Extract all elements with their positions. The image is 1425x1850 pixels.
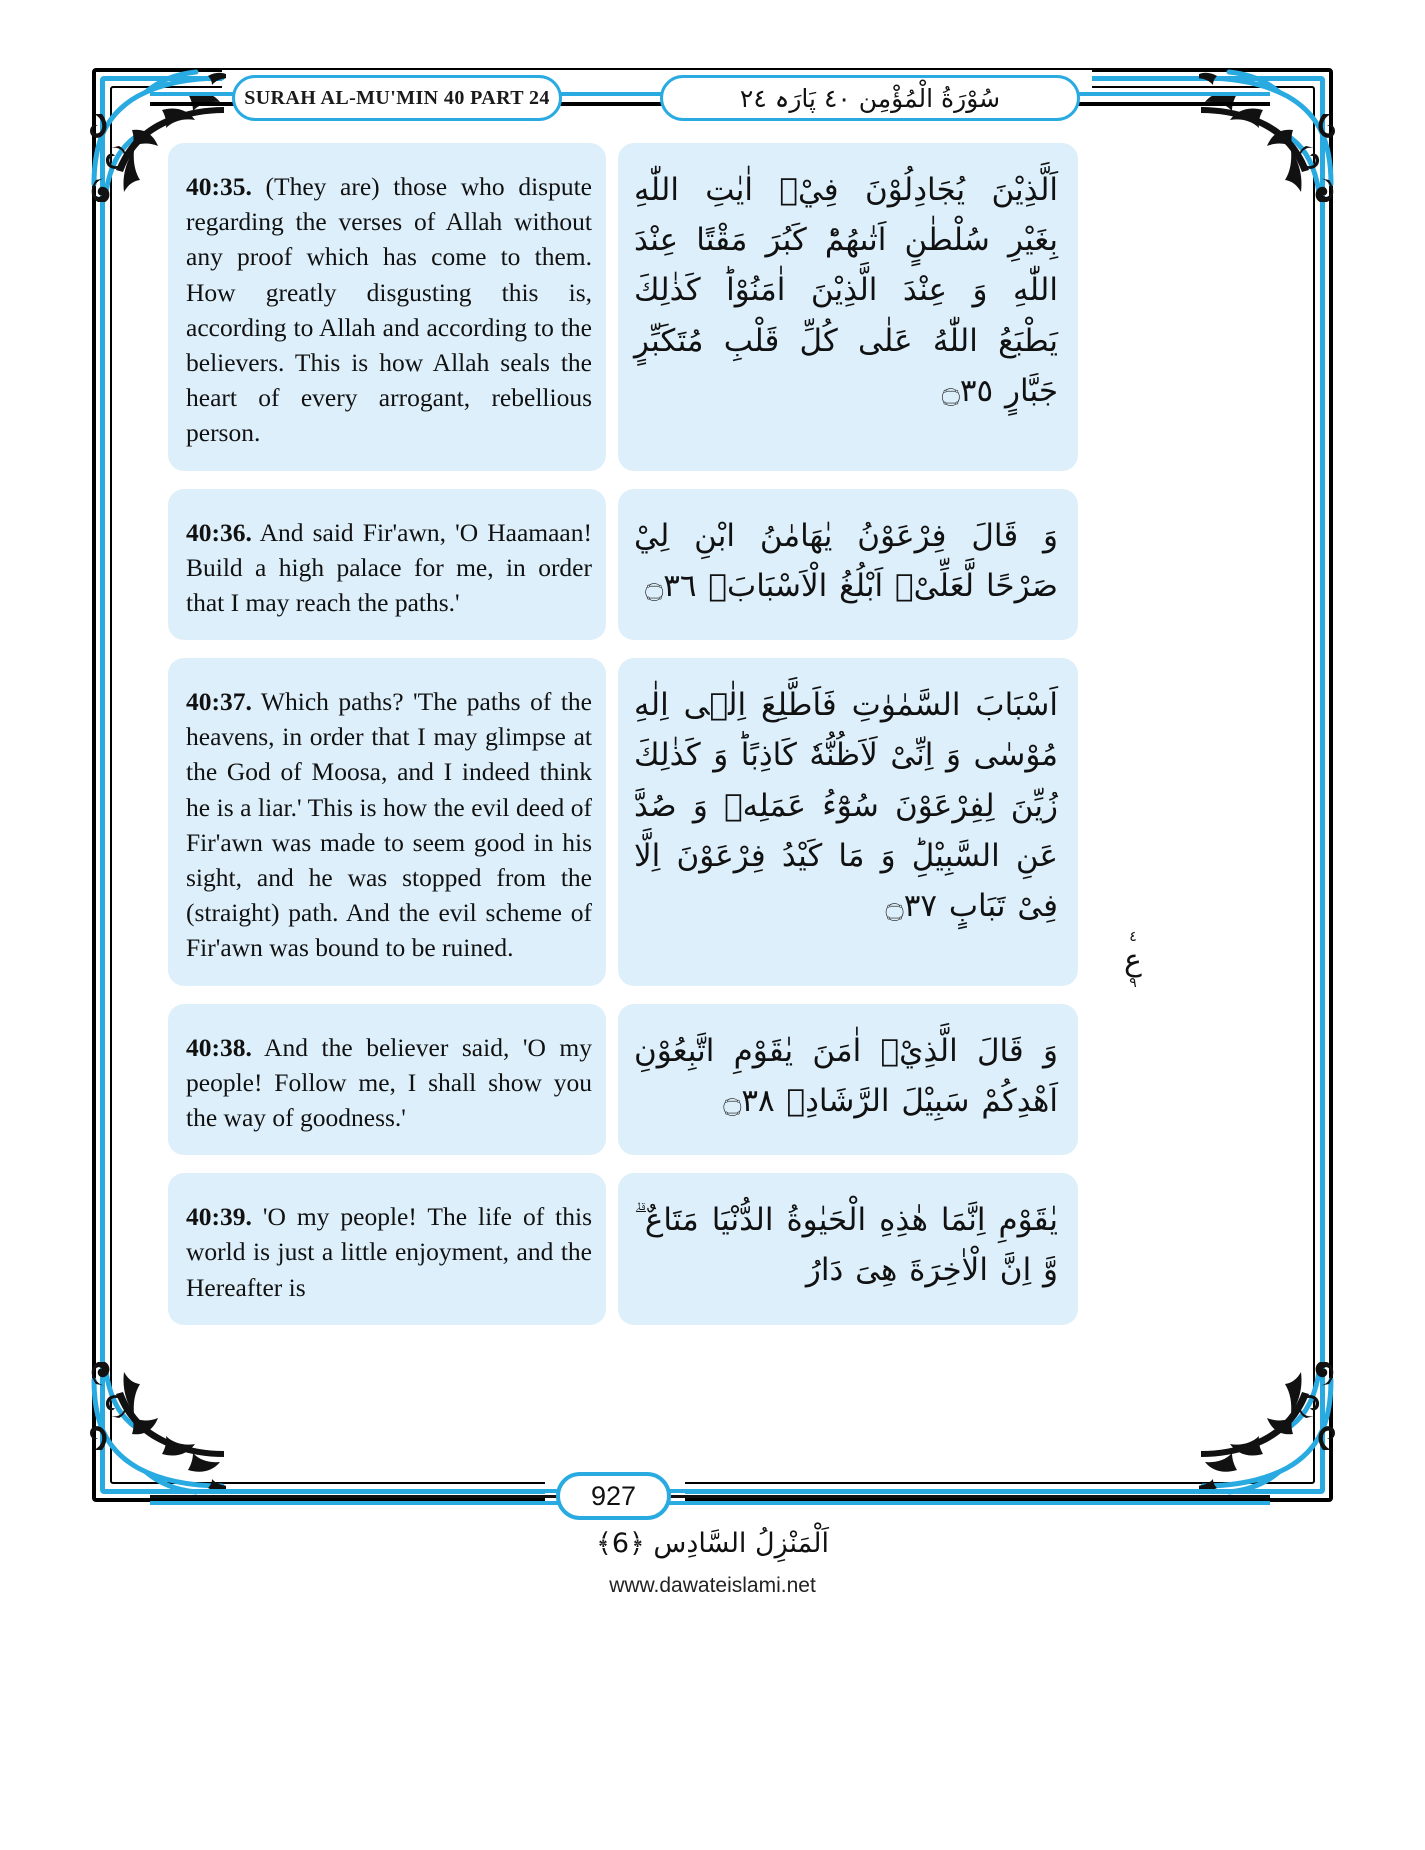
verse-row — [168, 143, 1078, 471]
verse-english-cell — [168, 658, 606, 986]
verse-arabic-text: اَسْبَابَ السَّمٰوٰتِ فَاَطَّلِعَ اِلٰۤى اِلٰهِ مُوْسٰى وَ اِنِّیْ لَاَظُنُّهٗ كَاذِبًاؕ وَ كَذٰلِكَ زُيِّنَ لِفِرْعَوْنَ سُوْٓءُ عَمَلِهٖ وَ صُدَّ عَنِ السَّبِيْلِؕ وَ مَا كَيْدُ فِرْعَوْنَ اِلَّا فِیْ تَبَابٍ ۝٣٧ — [634, 687, 1058, 924]
verse-translation: (They are) those who dispute regarding the verses of Allah without any proof which has come to them. How greatly disgusting this is, according to Allah and according to the believers. This is how Allah seals the heart of every arrogant, rebellious person. — [186, 172, 592, 448]
verse-arabic-cell — [618, 1173, 1078, 1325]
website-url: www.dawateislami.net — [609, 1574, 816, 1597]
verse-arabic-cell — [618, 1004, 1078, 1156]
verse-number: 40:37. — [186, 687, 252, 717]
verse-row — [168, 1004, 1078, 1156]
verse-translation: 'O my people! The life of this world is just a little enjoyment, and the Hereafter is — [186, 1202, 593, 1302]
verse-translation: And the believer said, 'O my people! Follow me, I shall show you the way of goodness.' — [186, 1032, 593, 1132]
verse-arabic-cell — [618, 143, 1078, 471]
verse-english-cell — [168, 489, 606, 641]
verse-number: 40:39. — [186, 1202, 252, 1232]
verse-number: 40:36. — [186, 517, 252, 547]
verse-english-cell — [168, 143, 606, 471]
verse-arabic-text: يٰقَوْمِ اِنَّمَا هٰذِهِ الْحَيٰوةُ الدُّنْيَا مَتَاعٌ ۗ وَّ اِنَّ الْاٰخِرَةَ هِیَ دَارُ — [634, 1202, 1058, 1289]
surah-title-english: SURAH AL-MU'MIN 40 PART 24 — [244, 86, 550, 109]
ruku-symbol-icon: ع — [1124, 942, 1142, 978]
verse-english-cell — [168, 1173, 606, 1325]
verse-arabic-cell — [618, 489, 1078, 641]
verse-english-text — [186, 515, 592, 621]
footer-rule-line-1 — [150, 1489, 1270, 1493]
page-number: 927 — [590, 1480, 637, 1511]
verse-list — [168, 143, 1078, 1325]
verse-arabic-text: وَ قَالَ الَّذِيْۤ اٰمَنَ يٰقَوْمِ اتَّبِعُوْنِ اَهْدِكُمْ سَبِيْلَ الرَّشَادِۚ ۝٣٨ — [634, 1032, 1058, 1119]
surah-title-arabic: سُوْرَةُ الْمُؤْمِن ٤٠ پَارَہ ٢٤ — [739, 83, 1001, 113]
ruku-marker-bottom: ٩ — [1129, 975, 1137, 992]
verse-english-text — [186, 1199, 592, 1305]
verse-number: 40:38. — [186, 1032, 252, 1062]
verse-english-cell — [168, 1004, 606, 1156]
footer-rule-line-2 — [150, 1495, 1270, 1498]
ruku-marker — [1106, 930, 1160, 991]
verse-arabic-text: وَ قَالَ فِرْعَوْنُ يٰهَامٰنُ ابْنِ لِيْ صَرْحًا لَّعَلِّیْۤ اَبْلُغُ الْاَسْبَابَۙ ۝٣٦ — [634, 517, 1058, 604]
verse-translation: And said Fir'awn, 'O Haamaan! Build a high palace for me, in order that I may reach the paths.' — [186, 517, 592, 617]
verse-english-text — [186, 684, 592, 966]
ruku-marker-top: ٤ — [1129, 929, 1137, 945]
verse-translation: Which paths? 'The paths of the heavens, in order that I may glimpse at the God of Moosa, and I indeed think he is a liar.' This is how the evil deed of Fir'awn was made to seem good in his sight, and he was stopped from the (straight) path. And the evil scheme of Fir'awn was bound to be ruined. — [186, 687, 592, 963]
verse-english-text — [186, 1030, 592, 1136]
surah-title-badge — [232, 75, 562, 121]
manzil-label: اَلْمَنْزِلُ السَّادِس ﴿6﴾ — [595, 1528, 830, 1559]
verse-english-text — [186, 169, 592, 451]
footer-rule-line-3 — [150, 1501, 1270, 1505]
surah-title-badge-arabic — [660, 75, 1080, 121]
footer-rule — [150, 1489, 1270, 1505]
verse-row — [168, 658, 1078, 986]
verse-number: 40:35. — [186, 172, 252, 201]
verse-arabic-text: اَلَّذِيْنَ يُجَادِلُوْنَ فِيْۤ اٰيٰتِ اللّٰهِ بِغَيْرِ سُلْطٰنٍ اَتٰىهُمْؕ كَبُرَ مَقْتًا عِنْدَ اللّٰهِ وَ عِنْدَ الَّذِيْنَ اٰمَنُوْاؕ كَذٰلِكَ يَطْبَعُ اللّٰهُ عَلٰى كُلِّ قَلْبِ مُتَكَبِّرٍ جَبَّارٍ ۝٣٥ — [634, 172, 1058, 409]
page-number-badge — [556, 1472, 671, 1520]
verse-arabic-cell — [618, 658, 1078, 986]
verse-row — [168, 489, 1078, 641]
verse-row — [168, 1173, 1078, 1325]
